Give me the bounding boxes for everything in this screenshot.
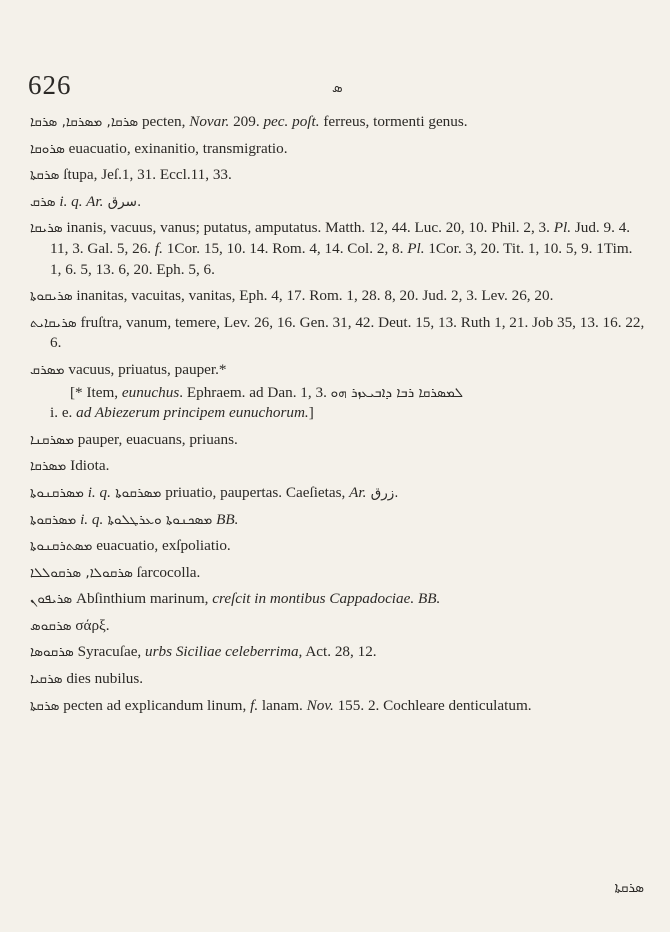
dictionary-body <box>30 112 645 716</box>
entry: ܡܣܪܩܐ Idiota. <box>30 457 110 475</box>
footnote-line: i. e. ad Abiezerum principem eunuchorum.] <box>50 404 314 422</box>
entry: ܣܪܝܩܐ inanis, vacuus, vanus; putatus, amputatus. Matth. 12, 44. Luc. 20, 10. Phil. 2, 3. Pl. Jud. 9. 4. 11, 3. Gal. 5, 26. f. 1Cor. 15, 10. 14. Rom. 4, 14. Col. 2, 8. Pl. 1Cor. 3, 20. Tit. 1, 10. 5, 9. 1Tim. 1, 6. 5, 13. 6, 20. Eph. 5, 6. <box>30 219 633 278</box>
entry: ܡܣܪܩ vacuus, priuatus, pauper.* <box>30 360 227 378</box>
running-head: ܣ <box>332 80 343 96</box>
entry: ܡܣܪܩܢܘܬܐ i. q. ܡܣܪܩܘܬܐ priuatio, paupertas. Caeſietas, Ar. ﺯﺭﻕ. <box>30 483 399 501</box>
entry: ܣܪܝܩܐܝܬ fruſtra, vanum, temere, Lev. 26, 16. Gen. 31, 42. Deut. 15, 13. Ruth 1, 21. Job 35, 13. 16. 22, 6. <box>30 313 645 352</box>
entry: ܣܪܝܦܘܢ Abſinthium marinum, creſcit in montibus Cappadociae. BB. <box>30 590 441 608</box>
entry: ܣܪܩܬܐ ſtupa, Jeſ.1, 31. Eccl.11, 33. <box>30 166 232 184</box>
entry: ܣܪܩܘܣ σάρξ. <box>30 616 110 634</box>
entry: ܣܪܝܩܘܬܐ inanitas, vacuitas, vanitas, Eph. 4, 17. Rom. 1, 28. 8, 20. Jud. 2, 3. Lev. 26, 20. <box>30 287 554 305</box>
entry: ܣܪܩ i. q. Ar. ﺳﺮﻕ. <box>30 192 142 210</box>
entry: ܣܪܩܘܠܐ, ܣܪܩܘܠܠܐ ſarcocolla. <box>30 563 201 581</box>
entry: ܣܪܩܘܣܐ Syracuſae, urbs Siciliae celeberrima, Act. 28, 12. <box>30 643 377 661</box>
entry: ܣܪܩܐ, ܡܣܪܩܐ, ܣܪܩܐ pecten, Novar. 209. pec. poſt. ferreus, tormenti genus. <box>30 113 468 130</box>
page-number: 626 <box>28 70 72 100</box>
footnote <box>30 383 645 424</box>
entry: ܣܪܩܝܐ dies nubilus. <box>30 670 144 688</box>
entry: ܡܣܪܩܢܐ pauper, euacuans, priuans. <box>30 430 238 448</box>
entry: ܣܪܘܩܐ euacuatio, exinanitio, transmigratio. <box>30 139 288 157</box>
entry: ܣܪܩܬܐ pecten ad explicandum linum, f. lanam. Nov. 155. 2. Cochleare denticulatum. <box>30 696 532 714</box>
entry: ܡܣܬܪܩܢܘܬܐ euacuatio, exſpoliatio. <box>30 537 231 555</box>
catchword: ܣܪܩܬܐ <box>614 880 644 896</box>
footnote-line: [* Item, eunuchus. Ephraem. ad Dan. 1, 3. ܠܡܣܪܩܐ ܪܒܐ ܕܐܒܝܥܙܪ ܗܘ <box>70 383 464 401</box>
entry: ܡܣܪܩܘܬܐ i. q. ܡܣܟܢܘܬܐ ܘܥܪܛܠܘܬܐ BB. <box>30 510 239 528</box>
